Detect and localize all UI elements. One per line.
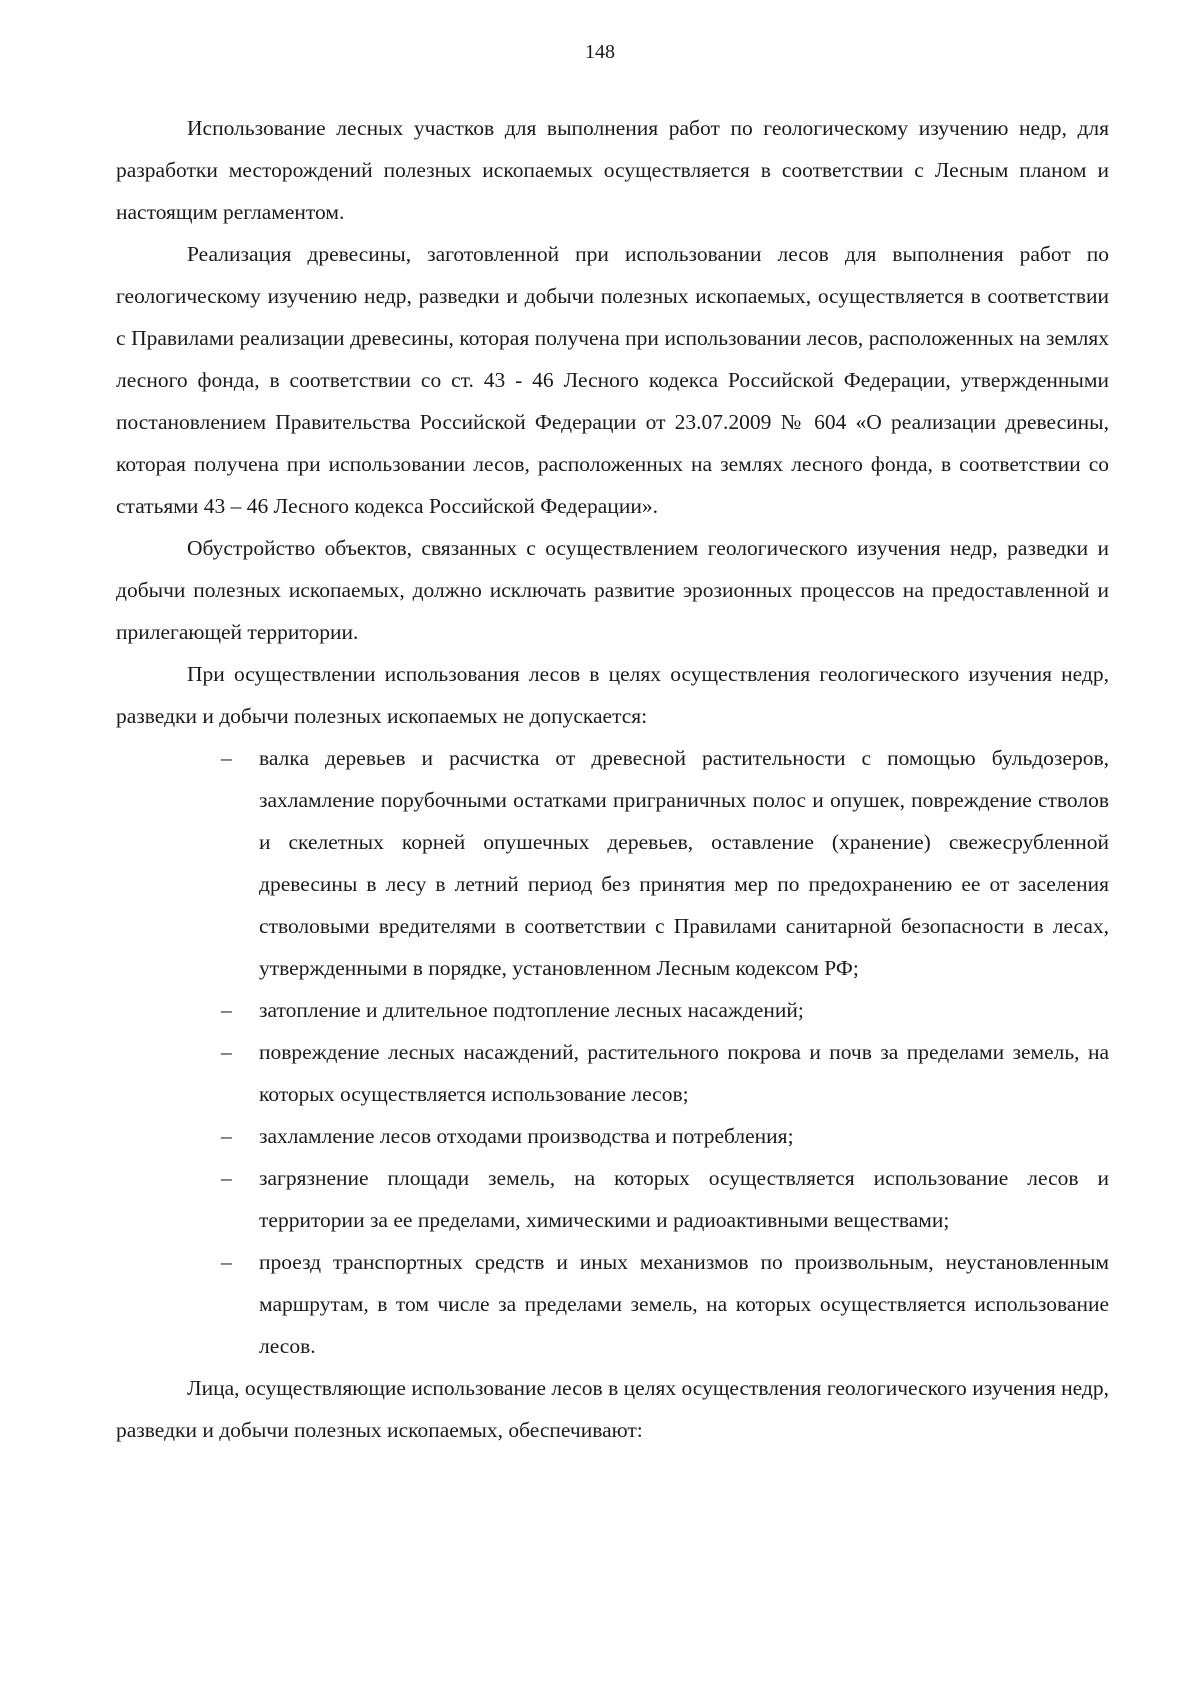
- list-item: [221, 1241, 1109, 1367]
- list-item-text: захламление лесов отходами производства и потребления;: [259, 1124, 794, 1148]
- paragraph-forest-use: Использование лесных участков для выполнения работ по геологическому изучению недр, для разработки месторождений полезных ископаемых осуществляется в соответствии с Лесным планом и настоящим регламентом.: [116, 116, 1109, 224]
- list-item-text: проезд транспортных средств и иных механизмов по произвольным, неустановленным маршрутам, в том числе за пределами земель, на которых осуществляется использование лесов.: [259, 1250, 1109, 1358]
- dash-bullet-icon: –: [221, 998, 232, 1022]
- list-item: [221, 1115, 1109, 1157]
- paragraph-prohibitions-intro: При осуществлении использования лесов в целях осуществления геологического изучения недр, разведки и добычи полезных ископаемых не допускается:: [116, 662, 1109, 728]
- paragraph-obligations-intro: Лица, осуществляющие использование лесов в целях осуществления геологического изучения недр, разведки и добычи полезных ископаемых, обеспечивают:: [116, 1376, 1109, 1442]
- dash-bullet-icon: –: [221, 1124, 232, 1148]
- list-item-text: загрязнение площади земель, на которых осуществляется использование лесов и территории за ее пределами, химическими и радиоактивными веществами;: [259, 1166, 1109, 1232]
- list-item-text: затопление и длительное подтопление лесных насаждений;: [259, 998, 804, 1022]
- dash-bullet-icon: –: [221, 1166, 232, 1190]
- paragraph-erosion: Обустройство объектов, связанных с осуществлением геологического изучения недр, разведки и добычи полезных ископаемых, должно исключать развитие эрозионных процессов на предоставленной и прилегающей территории.: [116, 536, 1109, 644]
- dash-bullet-icon: –: [221, 746, 232, 770]
- dash-bullet-icon: –: [221, 1040, 232, 1064]
- document-body: [116, 107, 1109, 1451]
- paragraph-timber-sale: Реализация древесины, заготовленной при использовании лесов для выполнения работ по геологическому изучению недр, разведки и добычи полезных ископаемых, осуществляется в соответствии с Правилами реализации древесины, которая получена при использовании лесов, расположенных на землях лесного фонда, в соответствии со ст. 43 - 46 Лесного кодекса Российской Федерации, утвержденными постановлением Правительства Российской Федерации от 23.07.2009 № 604 «О реализации древесины, которая получена при использовании лесов, расположенных на землях лесного фонда, в соответствии со статьями 43 – 46 Лесного кодекса Российской Федерации».: [116, 242, 1109, 518]
- page-number: 148: [585, 41, 615, 63]
- list-item: [221, 1031, 1109, 1115]
- prohibitions-list: [116, 737, 1109, 1367]
- dash-bullet-icon: –: [221, 1250, 232, 1274]
- list-item: [221, 737, 1109, 989]
- list-item-text: повреждение лесных насаждений, растительного покрова и почв за пределами земель, на которых осуществляется использование лесов;: [259, 1040, 1109, 1106]
- list-item: [221, 1157, 1109, 1241]
- list-item: [221, 989, 1109, 1031]
- list-item-text: валка деревьев и расчистка от древесной растительности с помощью бульдозеров, захламление порубочными остатками приграничных полос и опушек, повреждение стволов и скелетных корней опушечных деревьев, оставление (хранение) свежесрубленной древесины в лесу в летний период без принятия мер по предохранению ее от заселения стволовыми вредителями в соответствии с Правилами санитарной безопасности в лесах, утвержденными в порядке, установленном Лесным кодексом РФ;: [259, 746, 1109, 980]
